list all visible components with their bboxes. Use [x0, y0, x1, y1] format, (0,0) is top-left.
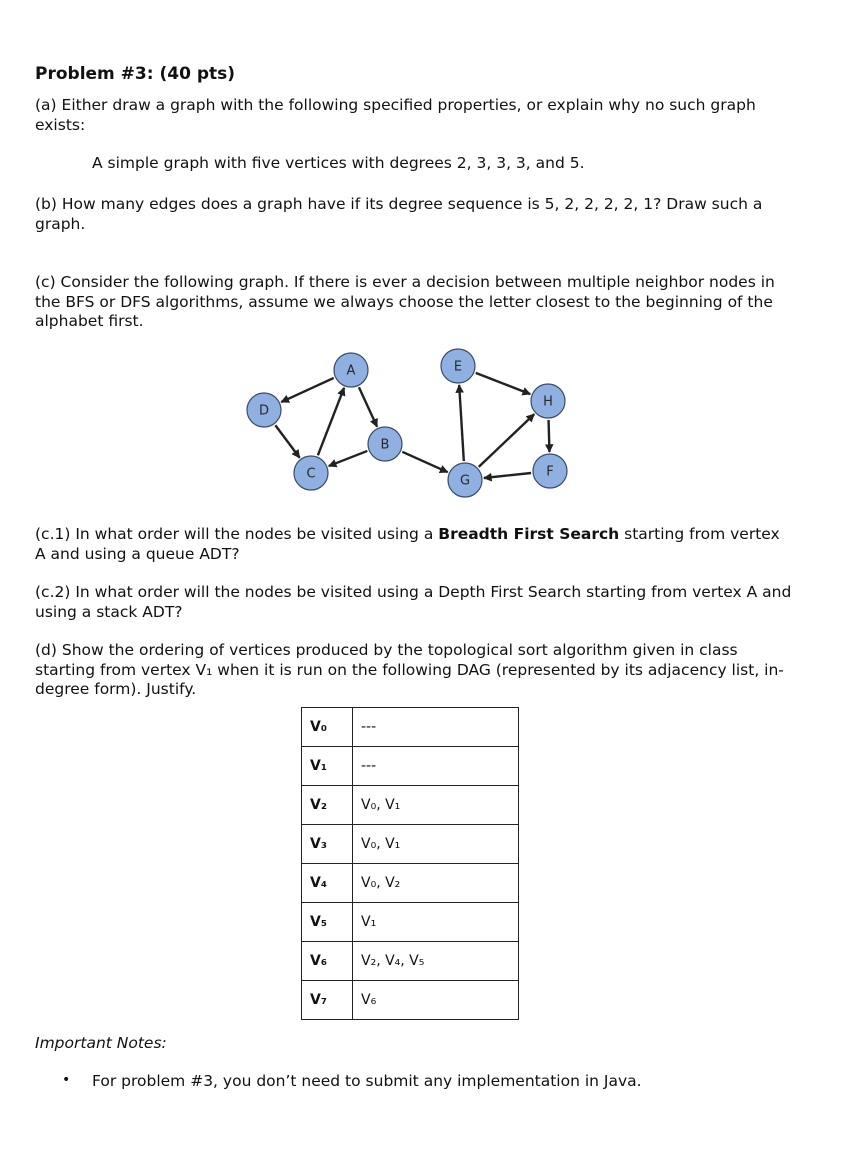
node-h: [531, 384, 565, 418]
vertex-cell: V₂: [302, 786, 353, 825]
in-degree-list-cell: V₀, V₁: [353, 825, 519, 864]
edge-f-to-g: [484, 473, 531, 478]
table-row: [302, 825, 519, 864]
part-c2-text: (c.2) In what order will the nodes be visited using a Depth First Search starting from vertex A and using a stack ADT?: [35, 583, 792, 621]
edge-b-to-c: [329, 451, 368, 466]
edge-e-to-h: [476, 373, 531, 394]
vertex-cell: V₄: [302, 864, 353, 903]
node-c: [294, 456, 328, 490]
in-degree-list-cell: V₆: [353, 981, 519, 1020]
node-d: [247, 393, 281, 427]
edge-a-to-d: [281, 378, 333, 402]
part-c1-post: starting from vertex A and using a queue ADT?: [35, 525, 780, 563]
in-degree-list-cell: V₀, V₁: [353, 786, 519, 825]
node-label: D: [258, 403, 270, 419]
edge-g-to-e: [459, 385, 464, 461]
part-c1-pre: (c.1) In what order will the nodes be visited using a: [35, 525, 439, 543]
edge-h-to-f: [549, 420, 550, 452]
table-row: [302, 903, 519, 942]
note-item: For problem #3, you don’t need to submit any implementation in Java.: [92, 1072, 642, 1090]
edge-g-to-h: [479, 414, 534, 467]
node-g: [448, 463, 482, 497]
vertex-cell: V₃: [302, 825, 353, 864]
part-c1-text: [35, 525, 795, 564]
node-label: A: [346, 363, 356, 379]
table-row: [302, 747, 519, 786]
edge-b-to-g: [402, 452, 447, 472]
edge-d-to-c: [275, 425, 299, 458]
node-label: C: [306, 466, 316, 482]
node-a: [334, 353, 368, 387]
table-row: [302, 786, 519, 825]
vertex-cell: V₁: [302, 747, 353, 786]
bullet-icon: •: [62, 1072, 71, 1088]
part-a-intro: (a) Either draw a graph with the following specified properties, or explain why no such graph exists:: [35, 96, 756, 134]
notes-heading: Important Notes:: [35, 1034, 167, 1052]
table-row: [302, 864, 519, 903]
node-label: F: [546, 464, 554, 480]
edge-a-to-b: [359, 387, 377, 426]
part-b-text: (b) How many edges does a graph have if its degree sequence is 5, 2, 2, 2, 2, 1? Draw such a graph.: [35, 195, 763, 233]
node-label: G: [459, 473, 471, 489]
edge-c-to-a: [318, 388, 344, 456]
table-row: [302, 942, 519, 981]
in-degree-list-cell: V₁: [353, 903, 519, 942]
in-degree-list-cell: V₂, V₄, V₅: [353, 942, 519, 981]
node-e: [441, 349, 475, 383]
table-row: [302, 981, 519, 1020]
part-d-text: (d) Show the ordering of vertices produced by the topological sort algorithm given in class starting from vertex V₁ when it is run on the following DAG (represented by its adjacency list, in-degree form). Justify.: [35, 641, 784, 698]
in-degree-list-cell: ---: [353, 708, 519, 747]
vertex-cell: V₇: [302, 981, 353, 1020]
problem-title: Problem #3: (40 pts): [35, 64, 235, 84]
vertex-cell: V₆: [302, 942, 353, 981]
vertex-cell: V₅: [302, 903, 353, 942]
adjacency-table: [301, 707, 519, 1020]
node-label: E: [453, 359, 463, 375]
part-c-text: (c) Consider the following graph. If there is ever a decision between multiple neighbor nodes in the BFS or DFS algorithms, assume we always choose the letter closest to the beginning of the alphabet first.: [35, 273, 775, 330]
in-degree-list-cell: ---: [353, 747, 519, 786]
node-f: [533, 454, 567, 488]
vertex-cell: V₀: [302, 708, 353, 747]
part-a-spec: A simple graph with five vertices with degrees 2, 3, 3, 3, and 5.: [92, 154, 585, 172]
in-degree-list-cell: V₀, V₂: [353, 864, 519, 903]
directed-graph-figure: [236, 348, 586, 508]
node-b: [368, 427, 402, 461]
node-label: B: [380, 437, 390, 453]
part-c1-bold: Breadth First Search: [438, 525, 620, 543]
table-row: [302, 708, 519, 747]
node-label: H: [543, 394, 553, 410]
